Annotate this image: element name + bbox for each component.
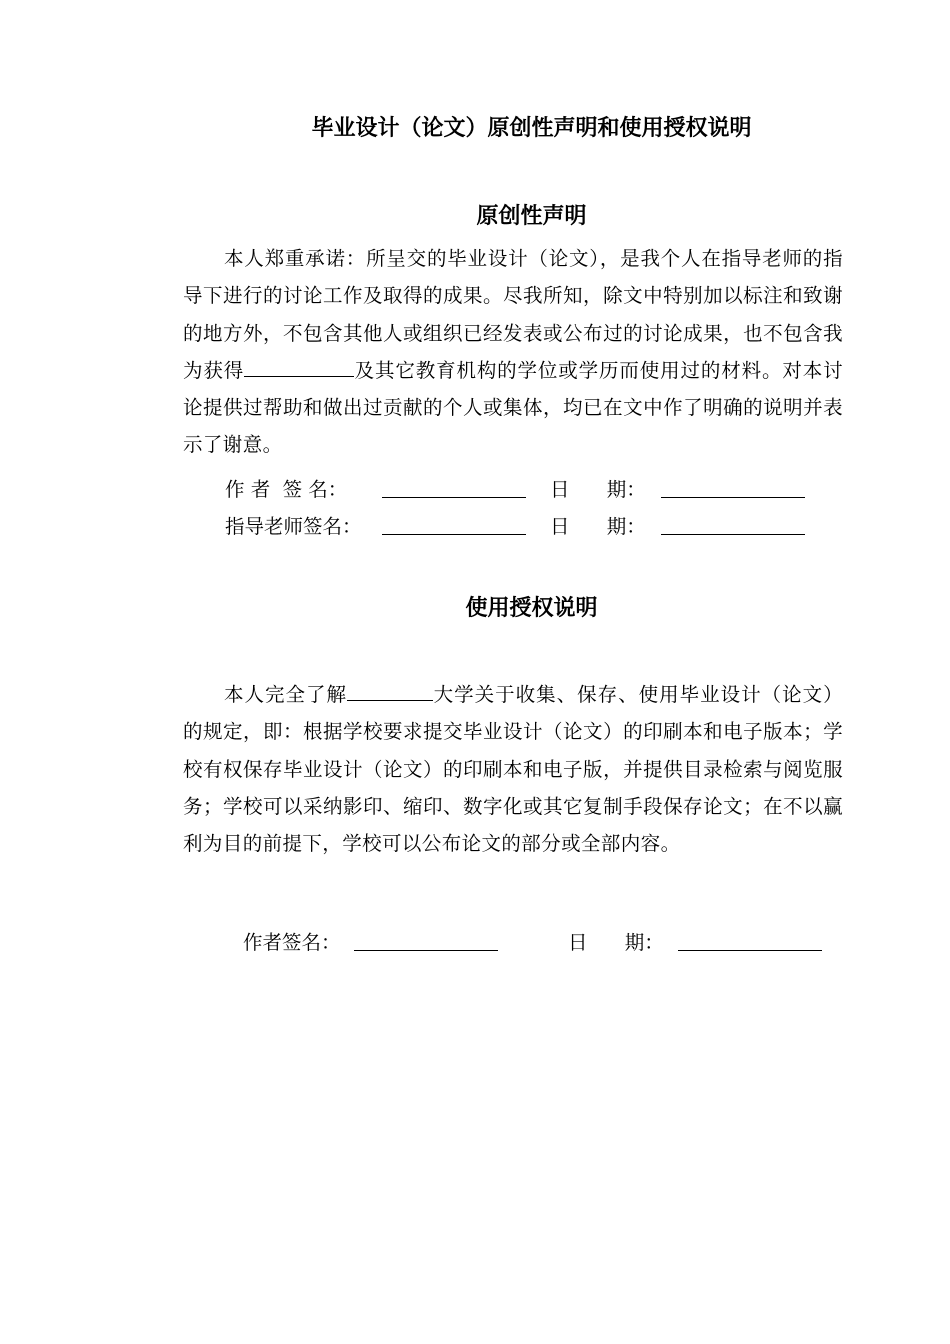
university-blank xyxy=(347,678,433,701)
originality-text-part1: 本人郑重承诺：所呈交的毕业设计（论文），是我个人在指导老师的指导下进行的讨论工作及取得的成果。尽我所知，除文中特别加以标注和致谢的地方外，不包含其他人或组织已经发表或公布过的讨论成果，也不包含我为获得 xyxy=(183,247,843,382)
degree-blank xyxy=(244,354,354,377)
authorization-heading: 使用授权说明 xyxy=(465,596,598,621)
authorization-date-label: 日 期： xyxy=(568,931,664,954)
author-date-line xyxy=(661,497,805,498)
originality-heading: 原创性声明 xyxy=(476,204,587,229)
author-signature-row xyxy=(225,475,825,505)
authorization-text-part1: 本人完全了解 xyxy=(224,683,347,706)
advisor-signature-row xyxy=(225,512,825,542)
authorization-signature-line xyxy=(354,950,498,951)
author-date-label: 日 期： xyxy=(550,478,646,501)
authorization-text-part2: 大学关于收集、保存、使用毕业设计（论文）的规定，即：根据学校要求提交毕业设计（论文）的印刷本和电子版本；学校有权保存毕业设计（论文）的印刷本和电子版，并提供目录检索与阅览服务；学校可以采纳影印、缩印、数字化或其它复制手段保存论文；在不以赢利为目的前提下，学校可以公布论文的部分或全部内容。 xyxy=(183,683,843,856)
authorization-date-line xyxy=(678,950,822,951)
advisor-signature-label: 指导老师签名： xyxy=(225,515,362,538)
authorization-signature-row xyxy=(243,928,843,958)
advisor-date-label: 日 期： xyxy=(550,515,646,538)
authorization-signature-label: 作者签名： xyxy=(243,931,341,954)
author-signature-line xyxy=(382,497,526,498)
originality-text-part2: 及其它教育机构的学位或学历而使用过的材料。对本讨论提供过帮助和做出过贡献的个人或集体，均已在文中作了明确的说明并表示了谢意。 xyxy=(183,358,844,457)
originality-statement xyxy=(183,240,843,464)
authorization-statement xyxy=(183,676,843,862)
author-signature-label: 作 者 签 名： xyxy=(225,478,348,501)
advisor-date-line xyxy=(661,534,805,535)
document-title: 毕业设计（论文）原创性声明和使用授权说明 xyxy=(311,116,752,141)
advisor-signature-line xyxy=(382,534,526,535)
